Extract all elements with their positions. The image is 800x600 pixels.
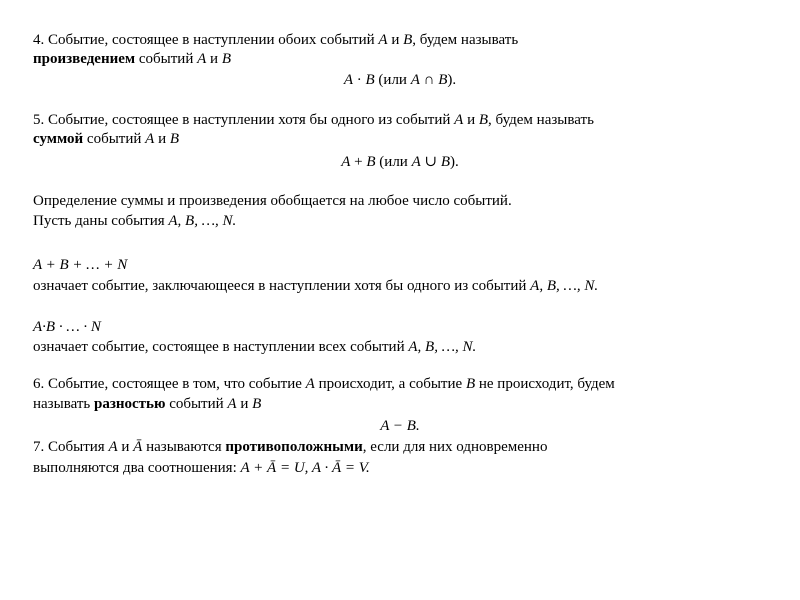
generalization-line-1: Определение суммы и произведения обобщается на любое число событий. — [33, 193, 512, 209]
item-6-line-1: 6. Событие, состоящее в том, что событие A происходит, а событие B не происходит, будем — [33, 376, 615, 392]
term-product: произведением — [33, 51, 136, 67]
item-4-line-2: произведением событий A и B — [33, 51, 231, 67]
item-6-line-2: называть разностью событий A и B — [33, 396, 262, 412]
general-product-text: означает событие, состоящее в наступлении всех событий A, B, …, N. — [33, 339, 477, 355]
general-sum-text: означает событие, заключающееся в наступлении хотя бы одного из событий A, B, …, N. — [33, 278, 599, 294]
item-7-line-2: выполняются два соотношения: A + Ā = U, A · Ā = V. — [33, 460, 370, 476]
formula-difference: A − B. — [380, 418, 420, 434]
term-opposite: противоположными — [225, 439, 363, 455]
item-5-line-2: суммой событий A и B — [33, 131, 180, 147]
term-difference: разностью — [94, 396, 166, 412]
formula-general-product: A·B · … · N — [33, 319, 101, 335]
generalization-line-2: Пусть даны события A, B, …, N. — [33, 213, 237, 229]
formula-general-sum: A + B + … + N — [33, 257, 128, 273]
formula-product: A · B (или A ∩ B). — [343, 72, 457, 88]
item-4-line-1: 4. Событие, состоящее в наступлении обоих событий A и B, будем называть — [33, 32, 519, 48]
item-5-line-1: 5. Событие, состоящее в наступлении хотя бы одного из событий A и B, будем называть — [33, 112, 594, 128]
formula-sum: A + B (или A ∪ B). — [341, 154, 459, 170]
item-7-line-1: 7. События A и Ā называются противоположными, если для них одновременно — [33, 439, 548, 455]
term-sum: суммой — [33, 131, 84, 147]
